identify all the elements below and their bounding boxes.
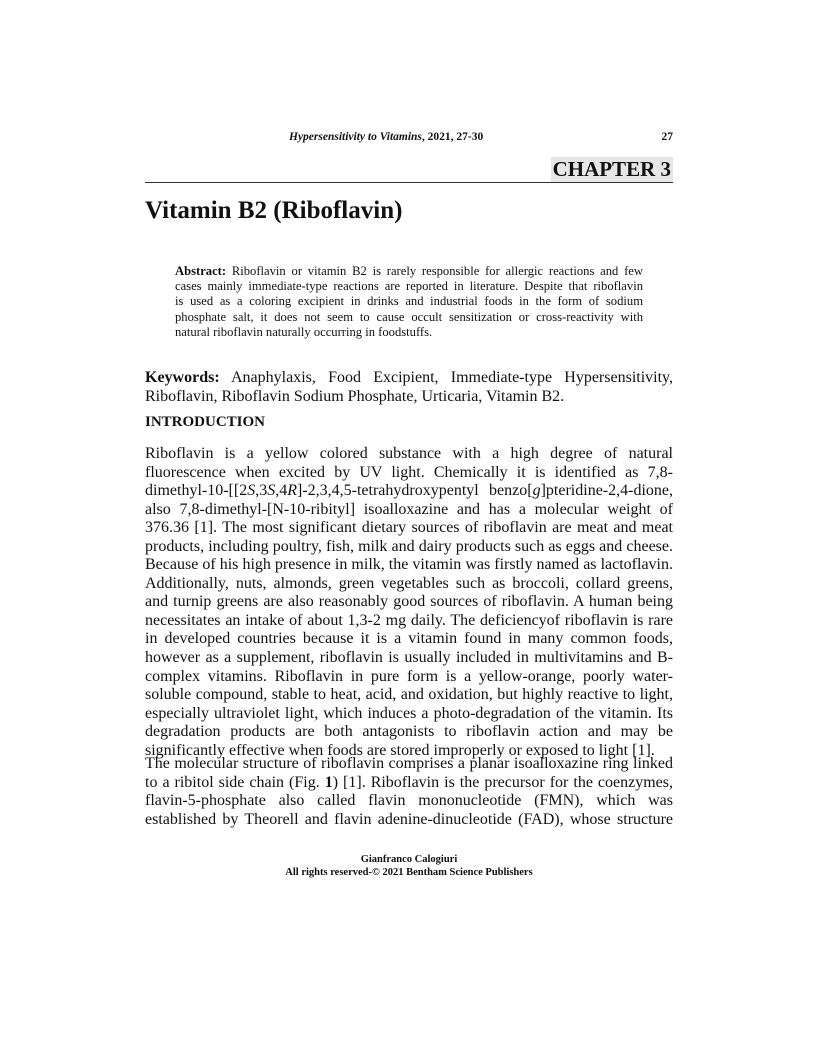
chapter-label: CHAPTER 3: [552, 157, 671, 181]
paragraph-line: fluorescence when excited by UV light. Chemically it is identified as 7,8-: [145, 463, 673, 481]
paragraph-line: established by Theorell and flavin adenine-dinucleotide (FAD), whose structure: [145, 810, 673, 828]
keywords-line: Anaphylaxis, Food Excipient, Immediate-type Hypersensitivity,: [219, 369, 673, 386]
chapter-title: Vitamin B2 (Riboflavin): [145, 197, 403, 224]
section-heading: INTRODUCTION: [145, 414, 266, 430]
abstract-line: cases mainly immediate-type reactions are reported in literature. Despite that riboflavin: [175, 279, 643, 294]
keywords-line: Riboflavin, Riboflavin Sodium Phosphate, Urticaria, Vitamin B2.: [145, 388, 565, 405]
paragraph-line: flavin-5-phosphate also called flavin mononucleotide (FMN), which was: [145, 792, 673, 810]
paragraph-line: 376.36 [1]. The most significant dietary sources of riboflavin are meat and meat: [145, 519, 673, 537]
paragraph-line: The molecular structure of riboflavin comprises a planar isoalloxazine ring linked: [145, 755, 673, 772]
abstract-line: natural riboflavin naturally occurring in foodstuffs.: [175, 324, 433, 339]
abstract-line: phosphate salt, it does not seem to cause occult sensitization or cross-reactivity with: [175, 309, 643, 324]
paragraph-line: complex vitamins. Riboflavin in pure form is a yellow-orange, poorly water-: [145, 667, 673, 685]
footer: [145, 853, 673, 879]
paragraph-line: Riboflavin is a yellow colored substance with a high degree of natural: [145, 445, 673, 462]
paragraph-line: dimethyl-10-[[2S,3S,4R]-2,3,4,5-tetrahydroxypentyl benzo[g]pteridine-2,4-dione,: [145, 482, 673, 500]
journal-title: Hypersensitivity to Vitamins: [289, 131, 422, 143]
paragraph-2: [145, 755, 673, 829]
paragraph-line: however as a supplement, riboflavin is usually included in multivitamins and B-: [145, 649, 673, 667]
keywords: [145, 368, 673, 406]
paragraph-1: [145, 445, 673, 760]
footer-rights: All rights reserved-© 2021 Bentham Science Publishers: [285, 867, 533, 878]
footer-author: Gianfranco Calogiuri: [360, 854, 458, 865]
abstract-line: Riboflavin or vitamin B2 is rarely responsible for allergic reactions and few: [226, 264, 643, 278]
abstract-line: is used as a coloring excipient in drinks and industrial foods in the form of sodium: [175, 294, 643, 309]
paragraph-line: significantly effective when foods are stored improperly or exposed to light [1].: [145, 741, 655, 759]
abstract-label: Abstract:: [175, 264, 227, 278]
journal-details: , 2021, 27-30: [421, 131, 484, 143]
paragraph-line: especially ultraviolet light, which induces a photo-degradation of the vitamin. Its: [145, 704, 673, 722]
paragraph-line: Additionally, nuts, almonds, green vegetables such as broccoli, collard greens,: [145, 574, 673, 592]
paragraph-line: soluble compound, stable to heat, acid, and oxidation, but highly reactive to light,: [145, 686, 673, 704]
page-number: 27: [661, 131, 673, 143]
paragraph-line: to a ribitol side chain (Fig. 1) [1]. Riboflavin is the precursor for the coenzymes,: [145, 773, 674, 791]
header-rule: [145, 182, 673, 183]
keywords-label: Keywords:: [145, 369, 220, 386]
paragraph-line: degradation products are both antagonists to riboflavin action and may be: [145, 723, 673, 741]
paragraph-line: products, including poultry, fish, milk and dairy products such as eggs and cheese.: [145, 537, 673, 555]
paragraph-line: and turnip greens are also reasonably good sources of riboflavin. A human being: [145, 593, 673, 611]
paragraph-line: Because of his high presence in milk, the vitamin was firstly named as lactoflavin.: [145, 556, 673, 574]
paragraph-line: necessitates an intake of about 1,3-2 mg daily. The deficiencyof riboflavin is rare: [145, 611, 673, 629]
abstract: [175, 264, 643, 340]
paragraph-line: in developed countries because it is a vitamin found in many common foods,: [145, 630, 673, 648]
paragraph-line: also 7,8-dimethyl-[N-10-ribityl] isoalloxazine and has a molecular weight of: [145, 500, 673, 518]
